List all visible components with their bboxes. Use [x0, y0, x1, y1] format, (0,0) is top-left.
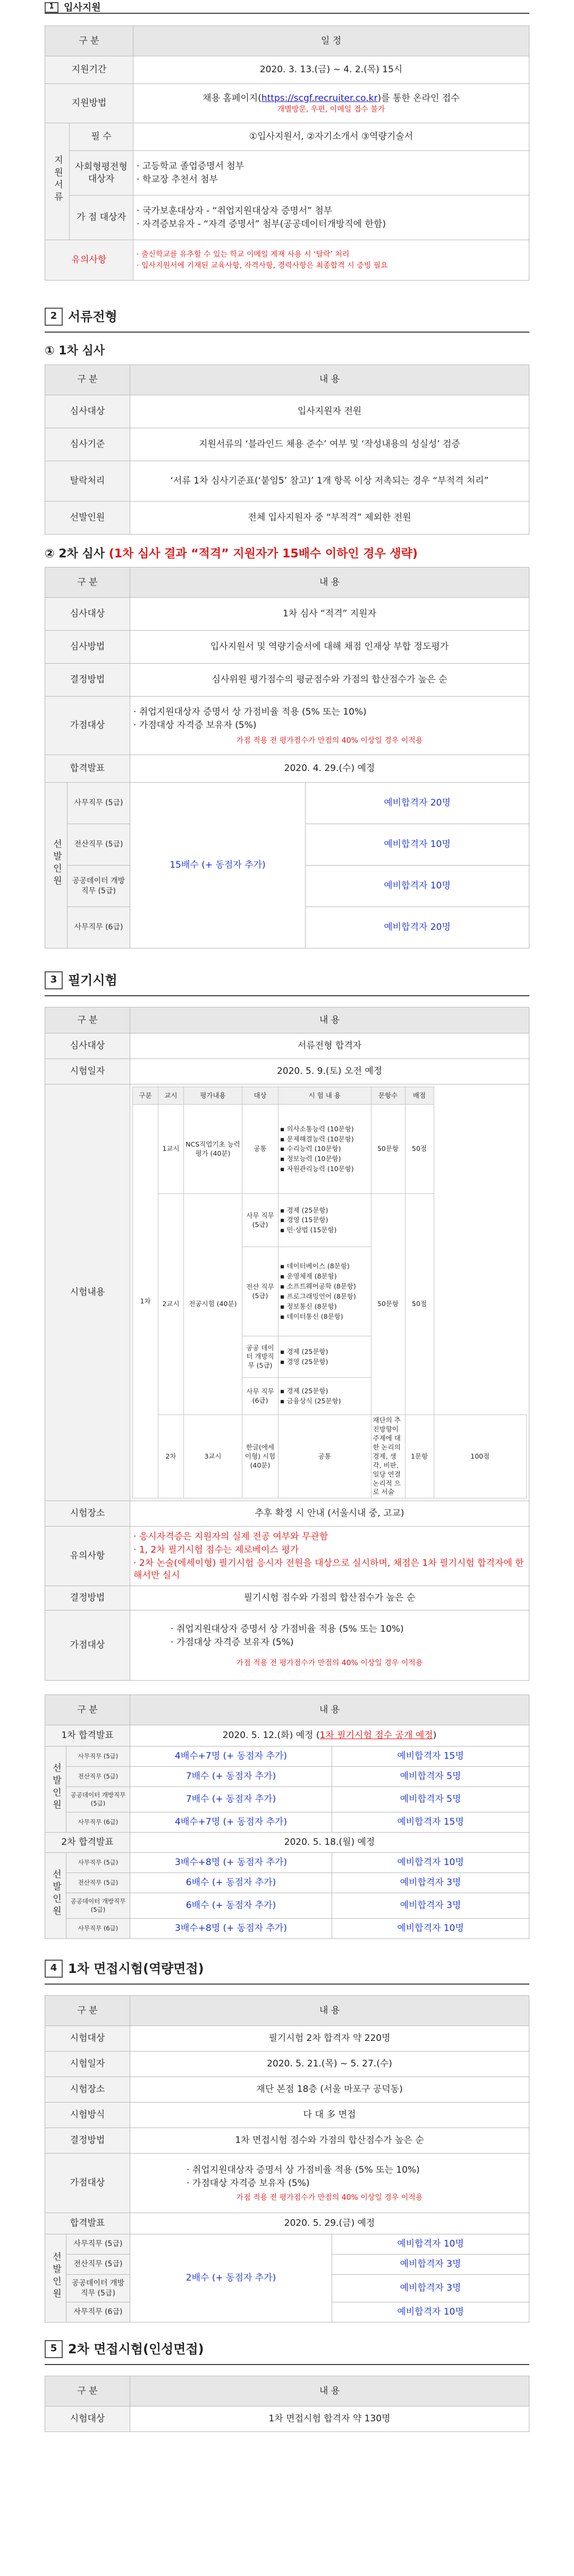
row-label: 심사대상	[45, 598, 130, 631]
round-label: 2차	[158, 1415, 184, 1498]
caution-text: 응시자격증은 지원자의 실제 전공 여부와 무관함	[139, 1531, 328, 1542]
target-label: 전산 직무 (5급)	[242, 1247, 278, 1336]
section-number: 2	[45, 308, 63, 326]
written-results-table	[45, 1694, 529, 1939]
count-label: 50문항	[371, 1105, 405, 1194]
reserve-count: 예비합격자 10명	[306, 824, 529, 866]
row-label: 탈락처리	[45, 461, 130, 501]
row-value: 2020. 5. 21.(목) ~ 5. 27.(수)	[130, 2052, 529, 2077]
row-value: 서류전형 합격자	[130, 1033, 529, 1059]
col-header: 내 용	[130, 1695, 529, 1725]
row-label: 선발인원	[45, 501, 130, 534]
col-header: 내 용	[130, 567, 529, 598]
exam-item: 데이터베이스 (8문항)	[286, 1262, 350, 1270]
job-name: 공공데이터 개방직무 (5급)	[66, 1787, 130, 1812]
exam-item: 의사소통능력 (10문항)	[286, 1124, 354, 1133]
method-text: )를 통한 온라인 접수	[377, 92, 460, 104]
row-label: 지원기간	[45, 56, 133, 84]
reserve-count: 예비합격자 3명	[332, 2255, 529, 2275]
reserve-count: 예비합격자 10명	[332, 1919, 529, 1939]
bullet-text: 고등학교 졸업증명서 첨부	[142, 160, 244, 172]
row-label: 결정방법	[45, 2128, 130, 2154]
selection-count: 15배수 (+ 동점자 추가)	[130, 783, 306, 948]
row-label: 시험일자	[45, 2052, 130, 2077]
reserve-count: 예비합격자 10명	[306, 866, 529, 907]
bonus-note: 가점 적용 전 평가점수가 만점의 40% 이상일 경우 이적용	[236, 2193, 423, 2202]
exam-item: 문제해결능력 (10문항)	[286, 1134, 354, 1143]
row-value: 2020. 5. 29.(금) 예정	[130, 2213, 529, 2234]
col-header: 구 분	[45, 365, 130, 395]
reserve-count: 예비합격자 3명	[332, 1893, 529, 1919]
inner-header: 문항수	[371, 1087, 405, 1105]
selection-label: 선발인원	[45, 1747, 66, 1833]
bonus-note: 가점 적용 전 평가점수가 만점의 40% 이상일 경우 이적용	[236, 1659, 423, 1668]
row-label: 시험일자	[45, 1059, 130, 1084]
selection-label: 선발인원	[45, 2234, 66, 2323]
announce-date: 2020. 5. 12.(화) 예정 (	[222, 1730, 320, 1741]
col-header: 내 용	[130, 365, 529, 395]
count-label: 50문항	[371, 1194, 405, 1415]
inner-header: 시 험 내 용	[278, 1087, 372, 1105]
exam-item: 경영 (25문항)	[286, 1357, 328, 1366]
row-value: 심사위원 평가점수의 평균점수와 가점의 합산점수가 높은 순	[130, 664, 529, 697]
row-value: 필기시험 2차 합격자 약 220명	[130, 2026, 529, 2052]
exam-item: 정보능력 (10문항)	[286, 1155, 341, 1163]
docs-label: 지원서류	[45, 123, 70, 240]
section-4-heading	[45, 1954, 529, 1985]
row-label: 합격발표	[45, 755, 130, 783]
row-value: 입사지원서 및 역량기술서에 대해 채점 인재상 부합 정도평가	[130, 631, 529, 664]
col-header: 내 용	[130, 1996, 529, 2026]
required-docs: ①입사지원서, ②자기소개서 ③역량기술서	[133, 123, 529, 151]
selection-label: 선발인원	[45, 1853, 66, 1939]
section-title: 2차 면접시험(인성면접)	[68, 2342, 204, 2357]
row-value: ‘서류 1차 심사기준표(‘붙임5’ 참고)’ 1개 항목 이상 저촉되는 경우 “부적격 처리”	[130, 461, 529, 501]
section-1-heading	[45, 2, 529, 14]
col-header: 구 분	[45, 26, 133, 56]
job-name: 사무직무 (6급)	[66, 2302, 130, 2323]
eval-label: NCS직업기초 능력평가 (40분)	[184, 1105, 242, 1194]
row-label: 심사기준	[45, 428, 130, 461]
row-label: 지원방법	[45, 84, 133, 123]
selection-count: 2배수 (+ 동점자 추가)	[130, 2234, 332, 2323]
bullet-text: 가점대상 자격증 보유자 (5%)	[139, 720, 257, 731]
col-header: 일 정	[133, 26, 529, 56]
bullet-text: 취업지원대상자 증명서 상 가점비율 적용 (5% 또는 10%)	[139, 707, 367, 718]
selection-count: 4배수+7명 (+ 동점자 추가)	[130, 1747, 332, 1767]
bullet-text: 가점대상 자격증 보유자 (5%)	[176, 1637, 294, 1648]
row-value: 필기시험 점수와 가점의 합산점수가 높은 순	[130, 1586, 529, 1611]
exam-item: 경제 (25문항)	[286, 1387, 328, 1395]
inner-header: 구분	[133, 1087, 158, 1105]
row-label: 가점대상	[45, 2154, 130, 2213]
selection-count: 3배수+8명 (+ 동점자 추가)	[130, 1919, 332, 1939]
col-header: 내 용	[130, 2376, 529, 2406]
subsection-title: ① 1차 심사	[45, 344, 105, 358]
score-label: 50점	[405, 1194, 434, 1415]
selection-count: 4배수+7명 (+ 동점자 추가)	[130, 1812, 332, 1833]
inner-header: 교시	[158, 1087, 184, 1105]
application-period: 2020. 3. 13.(금) ~ 4. 2.(목) 15시	[133, 56, 529, 84]
job-name: 전산직무 (5급)	[67, 824, 130, 866]
subsection-title: ② 2차 심사 (1차 심사 결과 “적격” 지원자가 15배수 이하인 경우 생략)	[45, 547, 418, 561]
caution-text: 출신학교를 유추할 수 있는 학교 이메일 게재 사용 시 ‘탈락’ 처리	[141, 250, 350, 259]
selection-count: 6배수 (+ 동점자 추가)	[130, 1873, 332, 1893]
row-label: 1차 합격발표	[45, 1725, 130, 1747]
section-title: 입사지원	[64, 2, 101, 13]
method-note: 개별방문, 우편, 이메일 접수 불가	[277, 105, 385, 114]
job-name: 사무직무 (6급)	[66, 1919, 130, 1939]
score-label: 100점	[434, 1415, 527, 1498]
bullet-text: 가점대상 자격증 보유자 (5%)	[192, 2178, 310, 2189]
row-label: 시험장소	[45, 1501, 130, 1527]
exam-item: 소프트웨어공학 (8문항)	[286, 1282, 356, 1290]
score-label: 50점	[405, 1105, 434, 1194]
announce-note: 1차 필기시험 점수 공개 예정	[319, 1730, 433, 1741]
row-value: 재단 본점 18층 (서울 마포구 공덕동)	[130, 2077, 529, 2103]
inner-header: 대상	[242, 1087, 278, 1105]
row-label: 유의사항	[45, 240, 133, 281]
reserve-count: 예비합격자 20명	[306, 783, 529, 824]
second-interview-table	[45, 2376, 529, 2432]
section-3-heading	[45, 965, 529, 996]
exam-item: 자원관리능력 (10문항)	[286, 1165, 354, 1173]
period-label: 3교시	[184, 1415, 242, 1498]
first-interview-table: 구 분 내 용 시험대상 필기시험 2차 합격자 약 220명 시험일자 2020. 5. 21.(목) ~ 5. 27.(수) 시험장소 재단 본점 18층 (서울 마포구 공덕동) 시험방식 다 대 多 면접 결정방법 1차 면접시험 점수와 가점의 합산점수가 높은 순 가점대상 · 취업지원대상자 증명서 상 가점비율 적용 (5% 또는 10%) · 가점대상 자격증 보유자 (5%) 가점 적용 전 평가점수가 만점의 40% 이상일 경우 이적용 합격발표 2020. 5. 29.(금) 예정 선발인원 사무직무 (5급) 2배수 (+ 동점자 추가) 예비합격자 10명 전산직무 (5급) 예비합격자 3명 공공데이터 개방직무 (5급) 예비합격자 3명 사무직무 (6급) 예비합격자 10명	[45, 1995, 529, 2323]
target-label: 사무 직무 (6급)	[242, 1378, 278, 1415]
exam-item: 경제 (25문항)	[286, 1206, 328, 1214]
job-name: 사무직무 (5급)	[66, 1747, 130, 1767]
row-value: 입사지원자 전원	[130, 395, 529, 428]
row-label: 시험장소	[45, 2077, 130, 2103]
row-label: 시험내용	[45, 1084, 130, 1501]
period-label: 1교시	[158, 1105, 184, 1194]
announce-date: )	[433, 1730, 437, 1741]
job-name: 전산직무 (5급)	[66, 1873, 130, 1893]
row-label: 시험방식	[45, 2103, 130, 2128]
subsection-note: (1차 심사 결과 “적격” 지원자가 15배수 이하인 경우 생략)	[108, 547, 418, 561]
exam-item: 정보통신 (8문항)	[286, 1302, 337, 1310]
row-label: 가점대상	[45, 697, 130, 755]
row-value: 다 대 多 면접	[130, 2103, 529, 2128]
target-label: 공통	[242, 1105, 278, 1194]
exam-item: 민·상법 (15문항)	[286, 1226, 337, 1234]
col-header: 내 용	[130, 1007, 529, 1033]
job-name: 사무직무 (5급)	[66, 1853, 130, 1873]
target-label: 사무 직무 (5급)	[242, 1194, 278, 1247]
row-label: 결정방법	[45, 664, 130, 697]
job-name: 전산직무 (5급)	[66, 2255, 130, 2275]
row-value: 전체 입사지원자 중 “부적격” 제외한 전원	[130, 501, 529, 534]
section-5-heading	[45, 2334, 529, 2365]
exam-item: 경제 (25문항)	[286, 1348, 328, 1355]
section-number: 4	[45, 1960, 63, 1978]
col-header: 구 분	[45, 2376, 130, 2406]
row-label: 합격발표	[45, 2213, 130, 2234]
row-label: 심사대상	[45, 1033, 130, 1059]
col-header: 구 분	[45, 1996, 130, 2026]
row-label: 2차 합격발표	[45, 1833, 130, 1853]
inner-header: 평가내용	[184, 1087, 242, 1105]
row-label: 심사대상	[45, 395, 130, 428]
row-label: 결정방법	[45, 1586, 130, 1611]
job-name: 공공데이터 개방직무 (5급)	[66, 1893, 130, 1919]
col-header: 구 분	[45, 1007, 130, 1033]
recruit-site-link[interactable]: https://scgf.recruiter.co.kr	[261, 92, 378, 104]
reserve-count: 예비합격자 3명	[332, 1873, 529, 1893]
section-number: 3	[45, 971, 63, 989]
reserve-count: 예비합격자 10명	[332, 2234, 529, 2255]
job-name: 사무직무 (6급)	[66, 1812, 130, 1833]
reserve-count: 예비합격자 15명	[332, 1747, 529, 1767]
reserve-count: 예비합격자 5명	[332, 1787, 529, 1812]
reserve-count: 예비합격자 5명	[332, 1767, 529, 1787]
reserve-count: 예비합격자 10명	[332, 1853, 529, 1873]
row-label: 필 수	[70, 123, 133, 151]
row-label: 시험대상	[45, 2026, 130, 2052]
row-value: 1차 심사 “적격” 지원자	[130, 598, 529, 631]
selection-count: 3배수+8명 (+ 동점자 추가)	[130, 1853, 332, 1873]
bullet-text: 학교장 추천서 첨부	[142, 174, 218, 185]
first-screening-table	[45, 365, 529, 535]
section-title: 필기시험	[68, 973, 117, 988]
job-name: 전산직무 (5급)	[66, 1767, 130, 1787]
round-label: 1차	[133, 1105, 158, 1498]
selection-label: 선발인원	[45, 783, 67, 948]
job-name: 사무직무 (5급)	[67, 783, 130, 824]
reserve-count: 예비합격자 20명	[306, 907, 529, 948]
caution-text: 1, 2차 필기시험 점수는 제로베이스 평가	[139, 1544, 299, 1555]
section-title: 1차 면접시험(역량면접)	[68, 1961, 204, 1977]
reserve-count: 예비합격자 3명	[332, 2275, 529, 2302]
bullet-text: 취업지원대상자 증명서 상 가점비율 적용 (5% 또는 10%)	[192, 2165, 420, 2176]
row-label: 심사방법	[45, 631, 130, 664]
row-value: 2020. 5. 9.(토) 오전 예정	[130, 1059, 529, 1084]
row-label: 가 점 대상자	[70, 196, 133, 240]
caution-text: 입사지원서에 기재된 교육사항, 자격사항, 경력사항은 최종합격 시 증빙 필요	[141, 261, 388, 270]
exam-item: 수리능력 (10문항)	[286, 1145, 341, 1153]
reserve-count: 예비합격자 10명	[332, 2302, 529, 2323]
section-number: 5	[45, 2340, 63, 2358]
bullet-text: 국가보훈대상자 - “취업지원대상자 증명서” 첨부	[142, 205, 333, 216]
exam-item: 운영체제 (8문항)	[286, 1272, 337, 1281]
application-table: 구 분 일 정 지원기간 2020. 3. 13.(금) ~ 4. 2.(목) 15시 지원방법 채용 홈페이지(https://scgf.recruiter.co.kr)를 통한 온라인 접수 개별방문, 우편, 이메일 접수 불가 지원서류 필 수 ①입사지원서, ②자기소개서 ③역량기술서 사회형평전형 대상자 · 고등학교 졸업증명서 첨부 · 학교장 추천서 첨부 가 점 대상자 · 국가보훈대상자 - “취업지원대상자 증명서” 첨부 · 자격증보유자 - “자격 증명서” 첨부(공공데이터개방직에 한함) 유의사항 · 출신학교를 유추할 수 있는 학교 이메일 게재 사용 시 ‘탈락’ 처리 · 입사지원서에 기재된 교육사항, 자격사항, 경력사항은 최종합격 시 증빙 필요	[45, 26, 529, 281]
reserve-count: 예비합격자 15명	[332, 1812, 529, 1833]
row-value: 2020. 4. 29.(수) 예정	[130, 755, 529, 783]
selection-count: 7배수 (+ 동점자 추가)	[130, 1767, 332, 1787]
exam-content-table: 구분 교시 평가내용 대상 시 험 내 용 문항수 배점 1차 1교시 NCS직업기초 능력평가 (40분) 공통 ▪ 의사소통능력 (10문항) ▪ 문제해결능력 (10문항) ▪ 수리능력 (10문항) ▪ 정보능력 (10문항) ▪ 자원관리능력 (10문항) 50문항 50점 2교시 전공시험 (40분) 사무 직무 (5급) ▪ 경제 (25문항) ▪ 경영 (15문항) ▪ 민·상법 (15문항) 50문항 50점 전산 직무 (5급) ▪ 데이터베이스 (8문항) ▪ 운영체제 (8문항) ▪ 소프트웨어공학 (8문항) ▪ 프로그래밍언어 (8문항) ▪ 정보통신 (8문항) ▪ 데이터통신 (8문항) 공공 데이터 개방직무 (5급) ▪ 경제 (25문항) ▪ 경영 (25문항) 사무 직무 (6급) ▪ 경제 (25문항) ▪ 금융상식 (25문항) 2차 3교시 한글(에세이형) 시험 (40분) 공통 재단의 추진방향이 주제에 대한 논리의 경제, 생각, 비판, 일당 연결 논리적 으로 서술 1문항 100점	[132, 1087, 527, 1498]
selection-count: 6배수 (+ 동점자 추가)	[130, 1893, 332, 1919]
row-label: 가점대상	[45, 1611, 130, 1681]
col-header: 구 분	[45, 1695, 130, 1725]
target-label: 공통	[278, 1415, 372, 1498]
exam-item: 금융상식 (25문항)	[286, 1396, 341, 1405]
caution-text: 2차 논술(에세이형) 필기시험 응시자 전원을 대상으로 실시하며, 채점은 1차 필기시험 합격자에 한해서만 실시	[133, 1557, 524, 1581]
row-label: 시험대상	[45, 2406, 130, 2432]
written-exam-table: 구 분 내 용 심사대상 서류전형 합격자 시험일자 2020. 5. 9.(토) 오전 예정 시험내용 구분 교시 평가내용 대상 시 험 내 용 문항수 배점 1차 1교시 NCS직업기초 능력평가 (40분) 공통 ▪ 의사소통능력 (10문항) ▪ 문제해결능력 (10문항) ▪ 수리능력 (10문항) ▪ 정보능력 (10문항) ▪ 자원관리능력 (10문항) 50문항 50점 2교시 전공시험 (40분) 사무 직무 (5급) ▪ 경제 (25문항) ▪ 경영 (15문항) ▪ 민·상법 (15문항) 50문항 50점 전산 직무 (5급) ▪ 데이터베이스 (8문항) ▪ 운영체제 (8문항) ▪ 소프트웨어공학 (8문항) ▪ 프로그래밍언어 (8문항) ▪ 정보통신 (8문항) ▪ 데이터통신 (8문항) 공공 데이터 개방직무 (5급) ▪ 경제 (25문항) ▪ 경영 (25문항) 사무 직무 (6급) ▪ 경제 (25문항) ▪ 금융상식 (25문항) 2차 3교시 한글(에세이형) 시험 (40분) 공통 재단의 추진방향이 주제에 대한 논리의 경제, 생각, 비판, 일당 연결 논리적 으로 서술 1문항 100점 시험장소 추후 확정 시 안내 (서울시내 중, 고교) 유의사항 · 응시자격증은 지원자의 실제 전공 여부와 무관함 · 1, 2차 필기시험 점수는 제로베이스 평가 · 2차 논술(에세이형) 필기시험 응시자 전원을 대상으로 실시하며, 채점은 1차 필기시험 합격자에 한해서만 실시 결정방법 필기시험 점수와 가점의 합산점수가 높은 순 가점대상 · 취업지원대상자 증명서 상 가점비율 적용 (5% 또는 10%) · 가점대상 자격증 보유자 (5%) 가점 적용 전 평가점수가 만점의 40% 이상일 경우 이적용	[45, 1007, 529, 1681]
job-name: 사무직무 (5급)	[66, 2234, 130, 2255]
period-label: 2교시	[158, 1194, 184, 1415]
exam-item: 프로그래밍언어 (8문항)	[286, 1292, 356, 1300]
row-value: 1차 면접시험 합격자 약 130명	[130, 2406, 529, 2432]
section-number: 1	[45, 2, 58, 13]
second-screening-table: 구 분 내 용 심사대상 1차 심사 “적격” 지원자 심사방법 입사지원서 및 역량기술서에 대해 채점 인재상 부합 정도평가 결정방법 심사위원 평가점수의 평균점수와 가점의 합산점수가 높은 순 가점대상 · 취업지원대상자 증명서 상 가점비율 적용 (5% 또는 10%) · 가점대상 자격증 보유자 (5%) 가점 적용 전 평가점수가 만점의 40% 이상일 경우 이적용 합격발표 2020. 4. 29.(수) 예정 선발인원 사무직무 (5급) 15배수 (+ 동점자 추가) 예비합격자 20명 전산직무 (5급) 예비합격자 10명 공공데이터 개방직무 (5급) 예비합격자 10명 사무직무 (6급) 예비합격자 20명	[45, 567, 529, 948]
method-text: 채용 홈페이지(	[202, 92, 261, 104]
bullet-text: 취업지원대상자 증명서 상 가점비율 적용 (5% 또는 10%)	[176, 1624, 404, 1635]
inner-header: 배점	[405, 1087, 434, 1105]
row-label: 사회형평전형 대상자	[70, 151, 133, 196]
target-label: 공공 데이터 개방직무 (5급)	[242, 1336, 278, 1378]
bullet-text: 자격증보유자 - “자격 증명서” 첨부(공공데이터개방직에 한함)	[142, 218, 386, 230]
section-2-heading	[45, 302, 529, 333]
job-name: 사무직무 (6급)	[67, 907, 130, 948]
section-title: 서류전형	[68, 309, 117, 324]
exam-item: 데이터통신 (8문항)	[286, 1312, 343, 1320]
col-header: 구 분	[45, 567, 130, 598]
announce-date: 2020. 5. 18.(월) 예정	[130, 1833, 529, 1853]
eval-label: 한글(에세이형) 시험 (40분)	[242, 1415, 278, 1498]
row-value: 1차 면접시험 점수와 가점의 합산점수가 높은 순	[130, 2128, 529, 2154]
exam-item: 재단의 추진방향이 주제에 대한 논리의 경제, 생각, 비판, 일당 연결 논리적 으로 서술	[371, 1415, 405, 1498]
row-value: 지원서류의 ‘블라인드 채용 준수’ 여부 및 ‘작성내용의 성실성’ 검증	[130, 428, 529, 461]
bonus-note: 가점 적용 전 평가점수가 만점의 40% 이상일 경우 이적용	[236, 736, 423, 745]
count-label: 1문항	[405, 1415, 434, 1498]
row-label: 유의사항	[45, 1527, 130, 1586]
job-name: 공공데이터 개방직무 (5급)	[67, 866, 130, 907]
eval-label: 전공시험 (40분)	[184, 1194, 242, 1415]
exam-item: 경영 (15문항)	[286, 1216, 328, 1224]
row-value: 추후 확정 시 안내 (서울시내 중, 고교)	[130, 1501, 529, 1527]
job-name: 공공데이터 개방직무 (5급)	[66, 2275, 130, 2302]
selection-count: 7배수 (+ 동점자 추가)	[130, 1787, 332, 1812]
